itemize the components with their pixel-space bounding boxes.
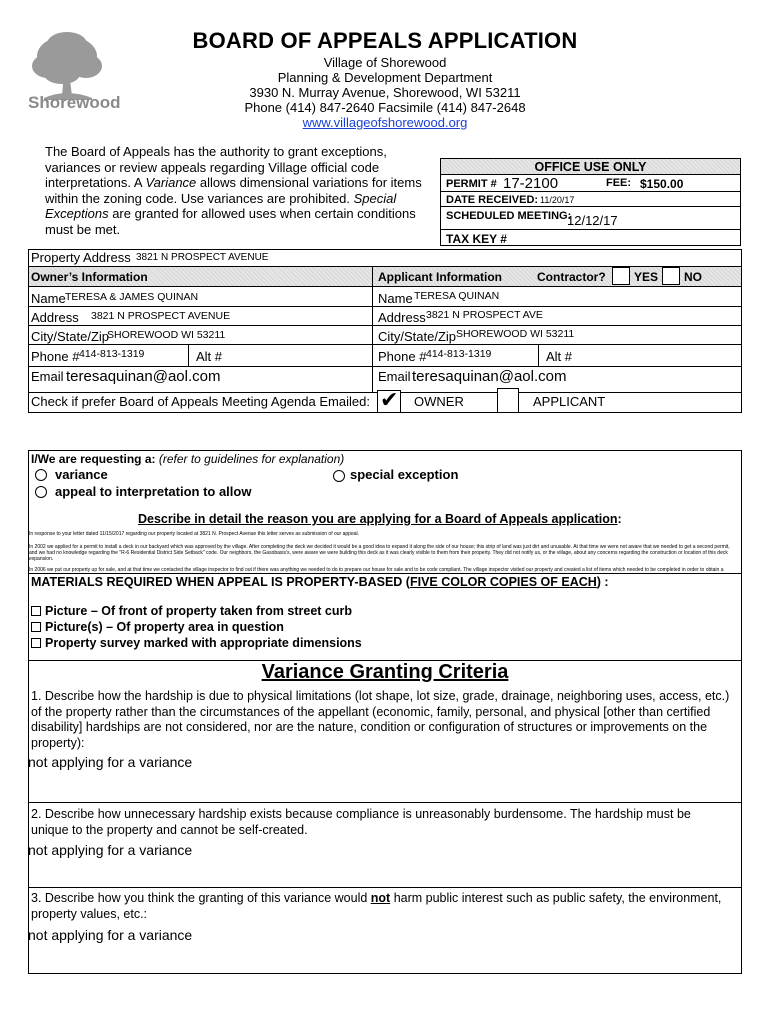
owner-city-field[interactable]: SHOREWOOD WI 53211	[107, 329, 226, 341]
agenda-owner-label: OWNER	[414, 394, 464, 409]
applicant-address-field[interactable]: 3821 N PROSPECT AVE	[426, 309, 543, 321]
agenda-email-label: Check if prefer Board of Appeals Meeting Agenda Emailed:	[31, 394, 370, 409]
applicant-email-label: Email	[378, 369, 411, 384]
property-address-label: Property Address	[31, 250, 131, 265]
detail-text-1: In response to your letter dated 11/15/2017 regarding our property located at 3821 N. Prospect Avenue this letter serves as submission of our appeal.	[29, 531, 360, 537]
contractor-label: Contractor?	[537, 270, 606, 284]
date-received-label: DATE RECEIVED:	[446, 194, 539, 206]
appeal-radio[interactable]	[35, 486, 47, 498]
fee-value: $150.00	[640, 177, 684, 191]
permit-label: PERMIT #	[446, 178, 497, 190]
owner-info-heading: Owner’s Information	[31, 270, 148, 284]
criteria-question-3: 3. Describe how you think the granting of this variance would not harm public interest such as public safety, the environment, property values, etc.:	[31, 891, 722, 921]
applicant-name-label: Name	[378, 291, 413, 306]
checkbox-icon[interactable]	[31, 606, 41, 616]
applicant-phone-field[interactable]: 414-813-1319	[426, 348, 492, 360]
contractor-yes-checkbox[interactable]	[612, 267, 630, 285]
applicant-name-field[interactable]: TERESA QUINAN	[414, 290, 500, 302]
scheduled-meeting-label: SCHEDULED MEETING:	[446, 210, 572, 222]
applicant-address-label: Address	[378, 310, 426, 325]
owner-name-field[interactable]: TERESA & JAMES QUINAN	[65, 291, 199, 303]
describe-heading: Describe in detail the reason you are applying for a Board of Appeals application:	[138, 512, 622, 526]
owner-city-label: City/State/Zip	[31, 329, 110, 344]
check-mark-icon: ✔	[380, 387, 399, 412]
special-exception-radio[interactable]	[333, 470, 345, 482]
special-exception-option-label: special exception	[350, 467, 459, 482]
owner-phone-field[interactable]: 414-813-1319	[79, 348, 145, 360]
logo-wordmark: Shorewood	[28, 93, 121, 112]
permit-number: 17-2100	[503, 175, 559, 192]
contractor-no-label: NO	[684, 270, 702, 284]
checkbox-icon[interactable]	[31, 622, 41, 632]
detail-text-2: In 2002 we applied for a permit to install a deck in our backyard which was approved by the village. After completing the deck we decided it would be a good idea to expand it along the side of our house; this strip of land was just dirt and unusable. At that time we were not aware that we needed to get a second permit, and we had no knowledge regarding the "R-6 Residential District Side Setback" code. Our neighbors, the Gasobasis's, were aware we were building this deck as it was clearly visible to them from their property. They did not notify us, or the village, about any concerns regarding the construction or location of this deck expansion.	[29, 544, 730, 562]
page-title: BOARD OF APPEALS APPLICATION	[192, 28, 578, 53]
criteria-question-1: 1. Describe how the hardship is due to physical limitations (lot shape, lot size, grade, drainage, neighboring uses, access, etc.) of the property rather than the circumstances of the appellant (economic, family, personal, and physical [other than certified disability] hardships are not considered, nor are the nature, condition or configuration of structures or improvements on the property):	[31, 689, 730, 750]
materials-item-1: Picture – Of front of property taken from street curb	[31, 604, 352, 618]
intro-paragraph: The Board of Appeals has the authority to grant exceptions, variances or review appeals regarding Village official code interpretations. A Variance allows dimensional variations for items within the zoning code. Use variances are prohibited. Special Exceptions are granted for allowed uses when certain conditions must be met.	[45, 144, 422, 237]
date-received-value: 11/20/17	[540, 195, 575, 205]
owner-name-label: Name	[31, 291, 66, 306]
criteria-answer-1[interactable]: not applying for a variance	[28, 754, 193, 770]
fee-label: FEE:	[606, 177, 632, 189]
tax-key-label: TAX KEY #	[446, 232, 507, 246]
agenda-applicant-label: APPLICANT	[533, 394, 606, 409]
materials-item-3: Property survey marked with appropriate dimensions	[31, 636, 362, 650]
owner-email-field[interactable]: teresaquinan@aol.com	[66, 368, 221, 385]
owner-address-field[interactable]: 3821 N PROSPECT AVENUE	[91, 310, 231, 322]
scheduled-meeting-value: 12/12/17	[567, 213, 618, 228]
criteria-title: Variance Granting Criteria	[261, 661, 509, 683]
criteria-answer-2[interactable]: not applying for a variance	[28, 842, 193, 858]
department-name: Planning & Development Department	[277, 70, 493, 85]
applicant-info-heading: Applicant Information	[378, 270, 502, 284]
applicant-email-field[interactable]: teresaquinan@aol.com	[412, 368, 567, 385]
applicant-phone-label: Phone #	[378, 349, 427, 364]
owner-email-label: Email	[31, 369, 64, 384]
criteria-question-2: 2. Describe how unnecessary hardship exists because compliance is unreasonably burdensome. The hardship must be unique to the property and cannot be self-created.	[31, 807, 691, 837]
variance-radio[interactable]	[35, 469, 47, 481]
request-heading: I/We are requesting a: (refer to guidelines for explanation)	[31, 452, 345, 466]
applicant-city-label: City/State/Zip	[378, 329, 457, 344]
variance-option-label: variance	[55, 467, 108, 482]
detail-text-3: In 2006 we put our property up for sale, and at that time we contacted the village inspector to find out if there was anything we needed to do to prepare our house for sale and to be code compliant. The village inspector visited our property and created a list of items which needed to be completed in order to obtain a	[29, 567, 724, 573]
agenda-applicant-checkbox[interactable]	[497, 388, 519, 413]
office-use-heading: OFFICE USE ONLY	[534, 160, 647, 174]
contractor-no-checkbox[interactable]	[662, 267, 680, 285]
owner-phone-label: Phone #	[31, 349, 80, 364]
materials-item-2: Picture(s) – Of property area in question	[31, 620, 284, 634]
applicant-alt-phone-label: Alt #	[546, 349, 573, 364]
criteria-answer-3[interactable]: not applying for a variance	[28, 927, 193, 943]
org-phone: Phone (414) 847-2640 Facsimile (414) 847-2648	[244, 100, 526, 115]
org-address: 3930 N. Murray Avenue, Shorewood, WI 53211	[249, 85, 521, 100]
appeal-option-label: appeal to interpretation to allow	[55, 484, 252, 499]
property-address-value[interactable]: 3821 N PROSPECT AVENUE	[136, 252, 269, 263]
website-link[interactable]: www.villageofshorewood.org	[302, 115, 468, 130]
org-name: Village of Shorewood	[323, 55, 447, 70]
checkbox-icon[interactable]	[31, 638, 41, 648]
contractor-yes-label: YES	[634, 270, 659, 284]
materials-heading: MATERIALS REQUIRED WHEN APPEAL IS PROPERTY-BASED (FIVE COLOR COPIES OF EACH) :	[31, 575, 609, 589]
applicant-city-field[interactable]: SHOREWOOD WI 53211	[456, 328, 575, 340]
owner-alt-phone-label: Alt #	[196, 349, 223, 364]
owner-address-label: Address	[31, 310, 79, 325]
